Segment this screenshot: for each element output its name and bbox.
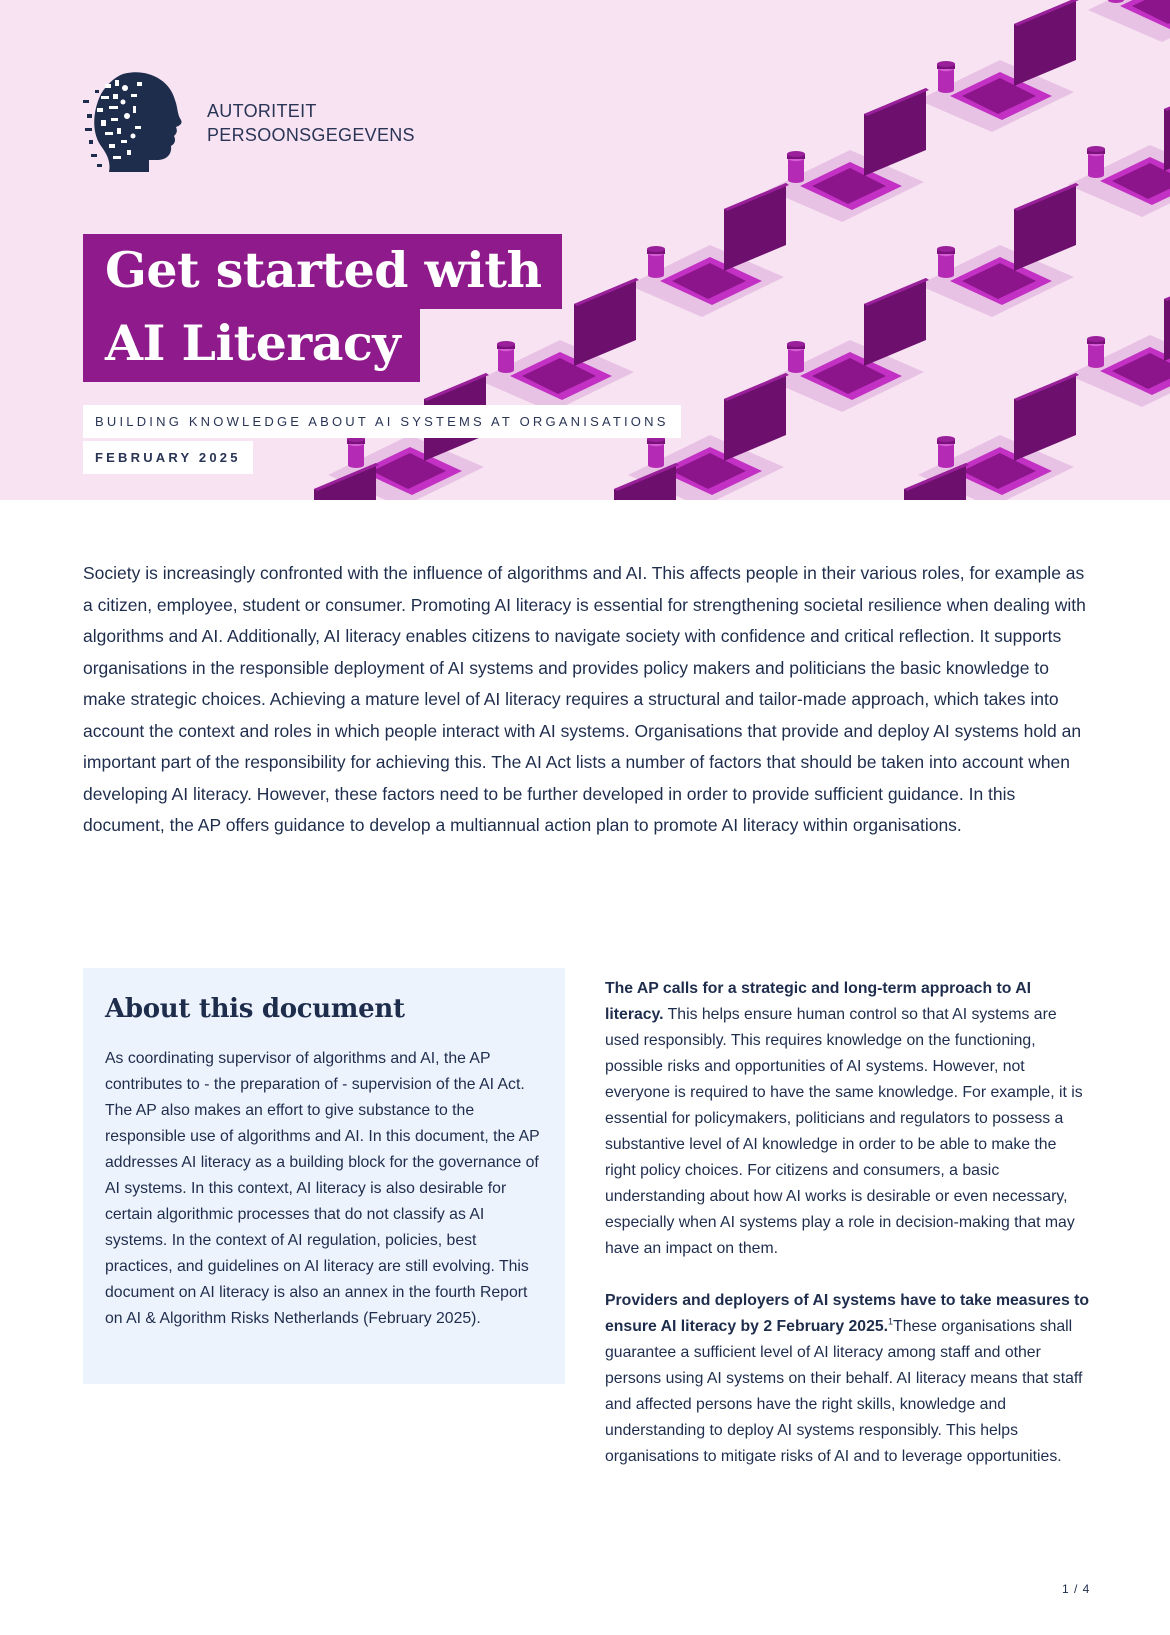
paragraph-strategic-approach-lead: The AP calls for a strategic and long-term approach to AI literacy. — [605, 980, 1032, 1023]
paragraph-strategic-approach-text: This helps ensure human control so that AI systems are used responsibly. This requires knowledge on the functioning, possible risks and opportunities of AI systems. However, not everyone is required to have the same knowledge. For example, it is essential for policymakers, politicians and regulators to possess a substantive level of AI knowledge in order to be able to make the right policy choices. For citizens and consumers, a basic understanding about how AI works is desirable or even necessary, especially when AI systems play a role in decision-making that may have an impact on them. — [605, 1006, 1083, 1257]
publication-date: FEBRUARY 2025 — [83, 441, 253, 474]
title-line1: Get started with — [83, 234, 562, 309]
paragraph-providers-deployers-lead: Providers and deployers of AI systems have to take measures to ensure AI literacy by 2 February 2025. — [605, 1292, 1090, 1335]
paragraph-providers-deployers-text: These organisations shall guarantee a sufficient level of AI literacy among staff and other persons using AI systems on their behalf. AI literacy means that staff and affected persons have the right skills, knowledge and understanding to deploy AI systems responsibly. This helps organisations to mitigate risks of AI and to leverage opportunities. — [605, 1318, 1083, 1465]
about-heading: About this document — [105, 994, 405, 1024]
title-line2: AI Literacy — [83, 307, 420, 382]
organisation-name-line2: PERSOONSGEGEVENS — [207, 125, 415, 145]
paragraph-providers-deployers — [605, 1288, 1090, 1470]
organisation-name-line1: AUTORITEIT — [207, 101, 317, 121]
page-number: 1 / 4 — [1062, 1582, 1091, 1596]
about-document-box — [83, 968, 565, 1384]
paragraph-strategic-approach — [605, 976, 1090, 1262]
about-body: As coordinating supervisor of algorithms and AI, the AP contributes to - the preparation of - supervision of the AI Act. The AP also makes an effort to give substance to the responsible use of algorithms and AI. In this document, the AP addresses AI literacy as a building block for the governance of AI systems. In this context, AI literacy is also desirable for certain algorithmic processes that do not classify as AI systems. In the context of AI regulation, policies, best practices, and guidelines on AI literacy are still evolving. This document on AI literacy is also an annex in the fourth Report on AI & Algorithm Risks Netherlands (February 2025). — [105, 1050, 540, 1327]
intro-paragraph: Society is increasingly confronted with the influence of algorithms and AI. This affects people in their various roles, for example as a citizen, employee, student or consumer. Promoting AI literacy is essential for strengthening societal resilience when dealing with algorithms and AI. Additionally, AI literacy enables citizens to navigate society with confidence and critical reflection. It supports organisations in the responsible deployment of AI systems and provides policy makers and politicians the basic knowledge to make strategic choices. Achieving a mature level of AI literacy requires a structural and tailor-made approach, which takes into account the context and roles in which people interact with AI systems. Organisations that provide and deploy AI systems hold an important part of the responsibility for achieving this. The AI Act lists a number of factors that should be taken into account when developing AI literacy. However, these factors need to be further developed in order to provide sufficient guidance. In this document, the AP offers guidance to develop a multiannual action plan to promote AI literacy within organisations. — [83, 563, 1086, 835]
organisation-name — [207, 99, 415, 147]
hero-banner — [0, 0, 1170, 500]
footnote-marker[interactable]: 1 — [888, 1316, 894, 1327]
subtitle: BUILDING KNOWLEDGE ABOUT AI SYSTEMS AT ORGANISATIONS — [83, 405, 681, 438]
ap-logo-icon — [83, 70, 193, 172]
right-column — [605, 976, 1090, 1496]
